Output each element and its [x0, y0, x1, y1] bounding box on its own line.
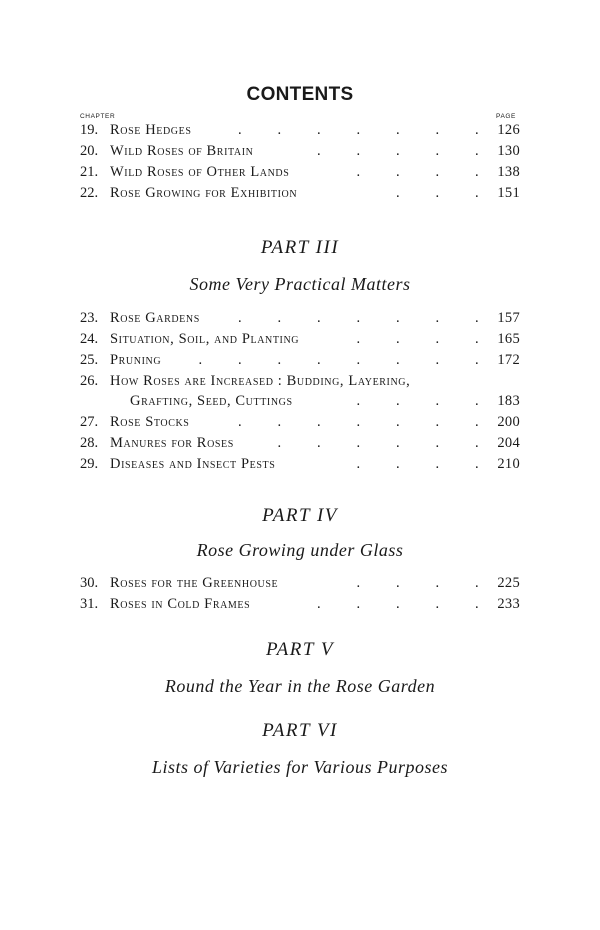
leader-dot: .: [475, 310, 479, 326]
chapter-number: 30.: [80, 575, 99, 591]
leader-dot: .: [317, 435, 321, 451]
leader-dot: .: [396, 143, 400, 159]
leader-dot: .: [317, 414, 321, 430]
chapter-title: Rose Gardens: [110, 310, 200, 326]
page-column-header: PAGE: [496, 113, 516, 120]
part-heading: PART IV: [262, 505, 338, 526]
toc-entry: [80, 162, 520, 183]
leader-dot: .: [435, 575, 440, 591]
toc-entry: [80, 120, 520, 141]
chapter-title: Pruning: [110, 352, 162, 368]
part-subtitle: Lists of Varieties for Various Purposes: [151, 757, 449, 777]
part-heading: PART III: [260, 237, 340, 258]
leader-dot: .: [356, 414, 361, 430]
leader-dot: .: [238, 310, 242, 326]
page-number: 151: [497, 185, 520, 201]
page-number: 233: [497, 596, 520, 612]
page-number: 138: [497, 164, 520, 180]
leader-dot: .: [435, 164, 440, 180]
leader-dot: .: [435, 143, 440, 159]
leader-dot: .: [356, 310, 361, 326]
page-number: 204: [497, 435, 520, 451]
leader-dot: .: [317, 596, 321, 612]
leader-dot: .: [238, 414, 242, 430]
leader-dot: .: [238, 122, 242, 138]
toc-entry: [80, 183, 520, 204]
leader-dot: .: [277, 414, 282, 430]
leader-dot: .: [475, 352, 479, 368]
chapter-number: 31.: [80, 596, 99, 612]
chapter-title: Wild Roses of Other Lands: [110, 164, 290, 180]
leader-dot: .: [475, 414, 479, 430]
chapter-title: Rose Hedges: [110, 122, 192, 138]
chapter-number: 21.: [80, 164, 99, 180]
leader-dot: .: [435, 331, 440, 347]
chapter-column-header: CHAPTER: [80, 113, 116, 120]
leader-dot: .: [317, 122, 321, 138]
leader-dot: .: [396, 456, 400, 472]
part-subtitle: Round the Year in the Rose Garden: [164, 676, 436, 696]
leader-dot: .: [396, 122, 400, 138]
chapter-number: 20.: [80, 143, 99, 159]
leader-dot: .: [475, 575, 479, 591]
toc-entry: [80, 594, 520, 615]
page-number: 210: [497, 456, 520, 472]
chapter-number: 23.: [80, 310, 99, 326]
leader-dot: .: [317, 352, 321, 368]
chapter-title: Roses for the Greenhouse: [110, 575, 279, 591]
chapter-number: 26.: [80, 373, 99, 389]
leader-dot: .: [435, 414, 440, 430]
toc-entry-continuation: [80, 391, 520, 412]
leader-dot: .: [356, 575, 361, 591]
page-number: 165: [497, 331, 520, 347]
chapter-title: Rose Stocks: [110, 414, 190, 430]
leader-dot: .: [356, 122, 361, 138]
part-subtitle: Rose Growing under Glass: [196, 540, 404, 560]
leader-dot: .: [475, 456, 479, 472]
toc-entry: [80, 412, 520, 433]
leader-dot: .: [396, 331, 400, 347]
chapter-title: Diseases and Insect Pests: [110, 456, 276, 472]
leader-dot: .: [475, 596, 479, 612]
toc-entry: [80, 573, 520, 594]
leader-dot: .: [317, 310, 321, 326]
leader-dot: .: [356, 331, 361, 347]
leader-dot: .: [356, 143, 361, 159]
leader-dot: .: [435, 122, 440, 138]
leader-dot: .: [396, 596, 400, 612]
leader-dot: .: [435, 310, 440, 326]
leader-dot: .: [435, 596, 440, 612]
page-number: 130: [497, 143, 520, 159]
chapter-number: 28.: [80, 435, 99, 451]
leader-dot: .: [277, 352, 282, 368]
contents-title: CONTENTS: [246, 84, 354, 105]
leader-dot: .: [396, 164, 400, 180]
leader-dot: .: [356, 596, 361, 612]
leader-dot: .: [475, 185, 479, 201]
leader-dot: .: [475, 143, 479, 159]
page-number: 157: [497, 310, 520, 326]
chapter-number: 29.: [80, 456, 99, 472]
leader-dot: .: [277, 122, 282, 138]
page-number: 183: [497, 393, 520, 409]
leader-dot: .: [435, 456, 440, 472]
chapter-title: Rose Growing for Exhibition: [110, 185, 298, 201]
toc-entry: [80, 454, 520, 475]
leader-dot: .: [356, 164, 361, 180]
toc-entry: [80, 350, 520, 371]
leader-dot: .: [198, 352, 203, 368]
leader-dot: .: [435, 185, 440, 201]
leader-dot: .: [356, 435, 361, 451]
leader-dot: .: [356, 352, 361, 368]
page-number: 200: [497, 414, 520, 430]
chapter-title: Roses in Cold Frames: [110, 596, 251, 612]
leader-dot: .: [238, 352, 242, 368]
leader-dot: .: [356, 393, 361, 409]
chapter-title-continued: Grafting, Seed, Cuttings: [130, 393, 293, 409]
page-number: 225: [497, 575, 520, 591]
toc-entry: [80, 308, 520, 329]
chapter-title: Situation, Soil, and Planting: [110, 331, 300, 347]
chapter-number: 22.: [80, 185, 99, 201]
leader-dot: .: [435, 393, 440, 409]
leader-dot: .: [475, 164, 479, 180]
leader-dot: .: [396, 352, 400, 368]
leader-dot: .: [475, 331, 479, 347]
leader-dot: .: [396, 185, 400, 201]
leader-dot: .: [435, 435, 440, 451]
leader-dot: .: [475, 122, 479, 138]
leader-dot: .: [435, 352, 440, 368]
leader-dot: .: [277, 310, 282, 326]
chapter-title: How Roses are Increased : Budding, Layering,: [110, 373, 411, 389]
page-number: 172: [497, 352, 520, 368]
chapter-number: 24.: [80, 331, 99, 347]
chapter-number: 25.: [80, 352, 99, 368]
leader-dot: .: [396, 414, 400, 430]
part-heading: PART VI: [262, 720, 338, 741]
page-number: 126: [497, 122, 520, 138]
leader-dot: .: [396, 575, 400, 591]
toc-entry: [80, 371, 520, 392]
part-subtitle: Some Very Practical Matters: [189, 274, 411, 294]
leader-dot: .: [475, 435, 479, 451]
leader-dot: .: [317, 143, 321, 159]
leader-dot: .: [396, 435, 400, 451]
toc-entry: [80, 141, 520, 162]
part-heading: PART V: [266, 639, 334, 660]
chapter-title: Manures for Roses: [110, 435, 234, 451]
leader-dot: .: [396, 310, 400, 326]
leader-dot: .: [475, 393, 479, 409]
chapter-number: 19.: [80, 122, 99, 138]
leader-dot: .: [277, 435, 282, 451]
leader-dot: .: [356, 456, 361, 472]
leader-dot: .: [396, 393, 400, 409]
toc-entry: [80, 433, 520, 454]
chapter-title: Wild Roses of Britain: [110, 143, 254, 159]
toc-entry: [80, 329, 520, 350]
chapter-number: 27.: [80, 414, 99, 430]
